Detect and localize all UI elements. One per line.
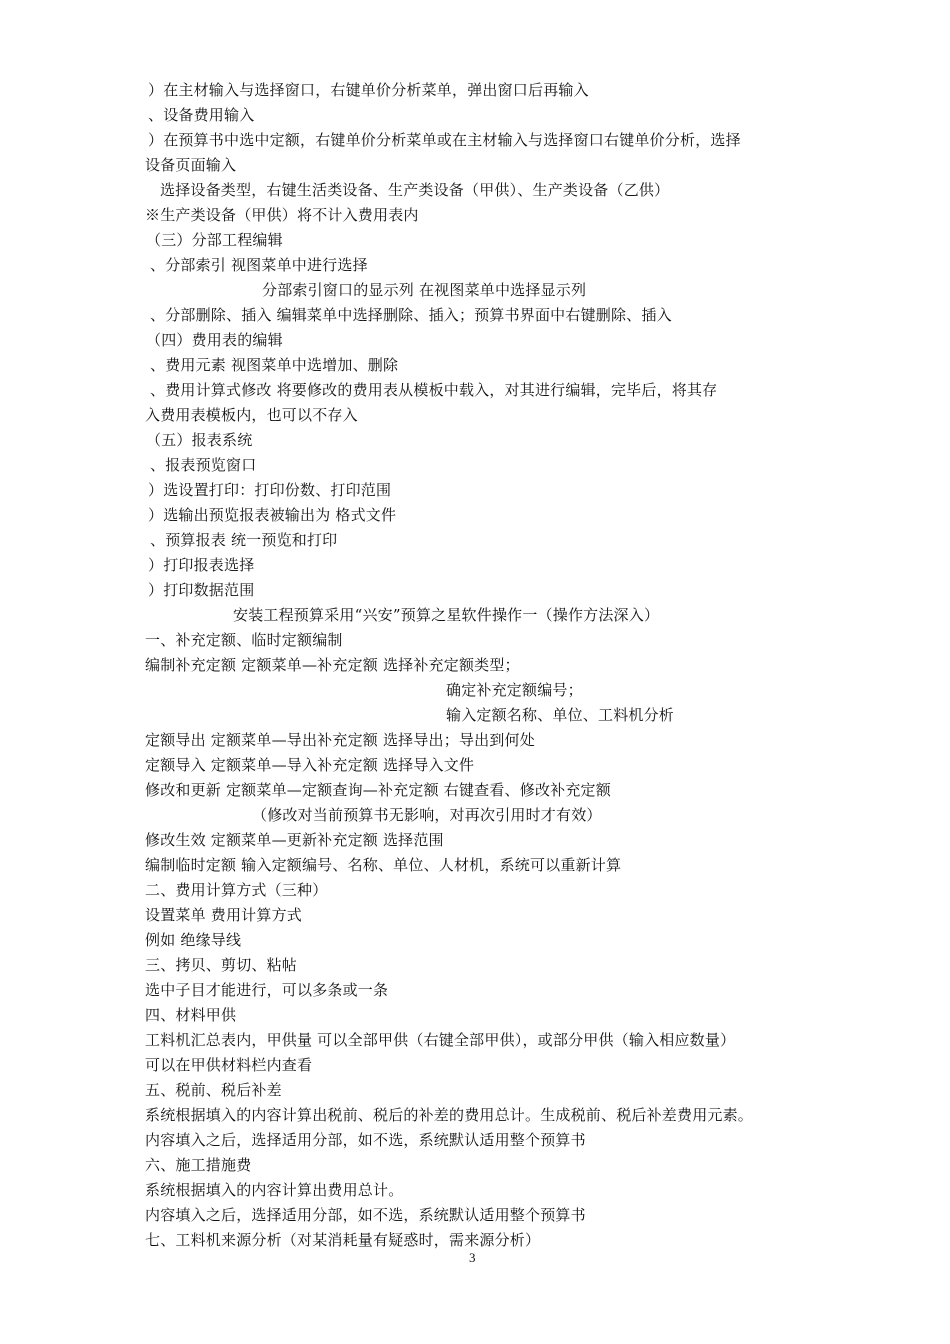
text-line: 系统根据填入的内容计算出费用总计。: [145, 1181, 404, 1199]
section-heading: （四）费用表的编辑: [146, 331, 283, 349]
text-line: ）打印报表选择: [148, 556, 255, 574]
text-line: 、费用元素 视图菜单中选增加、删除: [150, 356, 399, 374]
text-line: 确定补充定额编号；: [446, 681, 583, 699]
text-line: 、预算报表 统一预览和打印: [150, 531, 338, 549]
section-heading: 一、补充定额、临时定额编制: [145, 631, 343, 649]
text-line: 系统根据填入的内容计算出税前、税后的补差的费用总计。生成税前、税后补差费用元素。: [145, 1106, 754, 1124]
text-line: 工料机汇总表内，甲供量 可以全部甲供（右键全部甲供），或部分甲供（输入相应数量）: [145, 1031, 736, 1049]
text-line: （修改对当前预算书无影响，对再次引用时才有效）: [252, 806, 602, 824]
text-line: ）打印数据范围: [148, 581, 255, 599]
text-line: 修改和更新 定额菜单—定额查询—补充定额 右键查看、修改补充定额: [145, 781, 611, 799]
text-line: ）在预算书中选中定额，右键单价分析菜单或在主材输入与选择窗口右键单价分析，选择: [148, 131, 741, 149]
section-heading: 七、工料机来源分析（对某消耗量有疑惑时，需来源分析）: [145, 1231, 541, 1249]
section-heading: 四、材料甲供: [145, 1006, 237, 1024]
text-line: 定额导出 定额菜单—导出补充定额 选择导出；导出到何处: [145, 731, 535, 749]
text-line: 、分部索引 视图菜单中进行选择: [150, 256, 368, 274]
text-line: 、费用计算式修改 将要修改的费用表从模板中载入，对其进行编辑，完毕后，将其存: [150, 381, 718, 399]
text-line: 、分部删除、插入 编辑菜单中选择删除、插入；预算书界面中右键删除、插入: [150, 306, 672, 324]
text-line: ）选设置打印：打印份数、打印范围: [148, 481, 392, 499]
text-line: 定额导入 定额菜单—导入补充定额 选择导入文件: [145, 756, 475, 774]
text-line: 设备页面输入: [145, 156, 237, 174]
text-line: 分部索引窗口的显示列 在视图菜单中选择显示列: [262, 281, 587, 299]
text-line: 修改生效 定额菜单—更新补充定额 选择范围: [145, 831, 444, 849]
text-line: 内容填入之后，选择适用分部，如不选，系统默认适用整个预算书: [145, 1206, 586, 1224]
text-line: ※生产类设备（甲供）将不计入费用表内: [145, 206, 419, 224]
section-heading: 五、税前、税后补差: [145, 1081, 282, 1099]
text-line: 设置菜单 费用计算方式: [145, 906, 302, 924]
text-line: 可以在甲供材料栏内查看: [145, 1056, 313, 1074]
text-line: 选择设备类型，右键生活类设备、生产类设备（甲供）、生产类设备（乙供）: [160, 181, 670, 199]
page-title: 安装工程预算采用“兴安”预算之星软件操作一（操作方法深入）: [233, 606, 660, 624]
section-heading: 二、费用计算方式（三种）: [145, 881, 328, 899]
text-line: ）在主材输入与选择窗口，右键单价分析菜单，弹出窗口后再输入: [148, 81, 589, 99]
text-line: 编制补充定额 定额菜单—补充定额 选择补充定额类型；: [145, 656, 520, 674]
text-line: 编制临时定额 输入定额编号、名称、单位、人材机，系统可以重新计算: [145, 856, 622, 874]
page-number: 3: [469, 1250, 476, 1265]
section-heading: 三、拷贝、剪切、粘帖: [145, 956, 298, 974]
section-heading: 六、施工措施费: [145, 1156, 252, 1174]
text-line: 例如 绝缘导线: [145, 931, 242, 949]
text-line: 、报表预览窗口: [150, 456, 257, 474]
text-line: 入费用表模板内，也可以不存入: [145, 406, 358, 424]
text-line: 输入定额名称、单位、工料机分析: [446, 706, 675, 724]
section-heading: （五）报表系统: [146, 431, 253, 449]
text-line: 选中子目才能进行，可以多条或一条: [145, 981, 389, 999]
text-line: 、设备费用输入: [148, 106, 255, 124]
section-heading: （三）分部工程编辑: [146, 231, 283, 249]
text-line: ）选输出预览报表被输出为 格式文件: [148, 506, 397, 524]
text-line: 内容填入之后，选择适用分部，如不选，系统默认适用整个预算书: [145, 1131, 586, 1149]
